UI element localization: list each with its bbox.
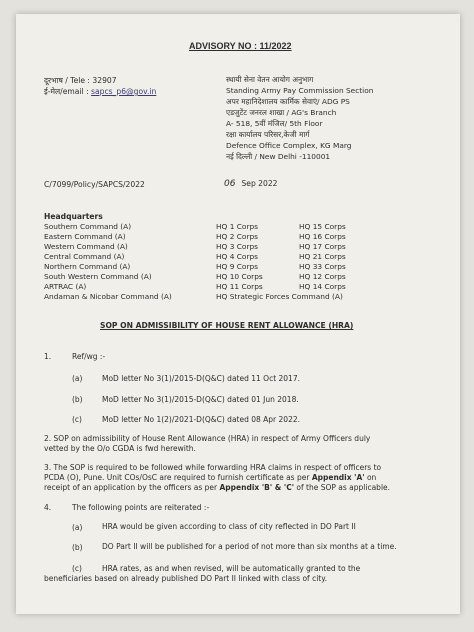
corps-item: HQ 9 Corps	[216, 262, 259, 271]
email-line	[44, 87, 156, 96]
para-2-line: 2. SOP on admissibility of House Rent Allowance (HRA) in respect of Army Officers duly	[44, 434, 371, 443]
address-line: अपर महानिदेशालय कार्मिक सेवाएं/ ADG PS	[226, 97, 350, 106]
point-label: (c)	[72, 564, 82, 573]
command-item: Southern Command (A)	[44, 222, 132, 231]
command-item: Western Command (A)	[44, 242, 128, 251]
document-page	[16, 14, 460, 614]
para-1-text: Ref/wg :-	[72, 352, 106, 361]
para-4-num: 4.	[44, 503, 52, 512]
ref-label: (b)	[72, 395, 83, 404]
corps-item: HQ 12 Corps	[299, 272, 346, 281]
point-label: (b)	[72, 543, 83, 552]
corps-column-2	[299, 222, 346, 292]
address-block	[226, 74, 373, 162]
point-text: HRA rates, as and when revised, will be automatically granted to the	[102, 564, 361, 573]
ref-label: (c)	[72, 415, 82, 424]
command-item: South Western Command (A)	[44, 272, 152, 281]
para-4-text: The following points are reiterated :-	[72, 503, 210, 512]
para-3-text: of the SOP as applicable.	[294, 483, 391, 492]
address-line: एडजुटेंट जनरल शाखा / AG's Branch	[226, 108, 337, 117]
corps-item: HQ 10 Corps	[216, 272, 263, 281]
corps-item: HQ 15 Corps	[299, 222, 346, 231]
corps-item: HQ 14 Corps	[299, 282, 346, 291]
date-month-year: Sep 2022	[241, 179, 278, 188]
addressee-list	[44, 222, 444, 304]
command-item: Andaman & Nicobar Command (A)	[44, 292, 172, 301]
address-line: Defence Office Complex, KG Marg	[226, 141, 352, 150]
advisory-title: ADVISORY NO : 11/2022	[189, 41, 292, 51]
para-3-text: PCDA (O), Pune. Unit COs/OsC are required to furnish certificate as per	[44, 473, 312, 482]
address-line: स्थायी सेना वेतन आयोग अनुभाग	[226, 75, 314, 84]
corps-item: HQ 4 Corps	[216, 252, 259, 261]
para-3-text: receipt of an application by the officers as per	[44, 483, 220, 492]
command-item: Eastern Command (A)	[44, 232, 126, 241]
corps-item: HQ 3 Corps	[216, 242, 259, 251]
email-label: ई-मेल/email :	[44, 87, 92, 96]
corps-item: HQ Strategic Forces Command (A)	[216, 292, 343, 301]
appendix-bc-ref: Appendix 'B' & 'C'	[219, 483, 295, 492]
corps-item: HQ 17 Corps	[299, 242, 346, 251]
ref-text: MoD letter No 3(1)/2015-D(Q&C) dated 01 Jun 2018.	[102, 395, 299, 404]
para-3-line: 3. The SOP is required to be followed while forwarding HRA claims in respect of officers to	[44, 463, 382, 472]
command-item: Northern Command (A)	[44, 262, 131, 271]
reference-number: C/7099/Policy/SAPCS/2022	[44, 180, 145, 189]
point-text: HRA would be given according to class of city reflected in DO Part II	[102, 522, 356, 531]
corps-item: HQ 16 Corps	[299, 232, 346, 241]
commands-column	[44, 222, 172, 302]
subject-title: SOP ON ADMISSIBILITY OF HOUSE RENT ALLOWANCE (HRA)	[100, 321, 354, 330]
ref-text: MoD letter No 3(1)/2015-D(Q&C) dated 11 Oct 2017.	[102, 374, 300, 383]
date-day: 06	[224, 179, 236, 189]
corps-item: HQ 21 Corps	[299, 252, 346, 261]
appendix-a-ref: Appendix 'A'	[311, 473, 365, 482]
corps-item: HQ 1 Corps	[216, 222, 259, 231]
ref-label: (a)	[72, 374, 83, 383]
command-item: ARTRAC (A)	[44, 282, 87, 291]
para-3-line	[44, 483, 390, 493]
para-2-line: vetted by the O/o CGDA is fwd herewith.	[44, 444, 196, 453]
address-line: रक्षा कार्यालय परिसर,केजी मार्ग	[226, 130, 310, 139]
address-line: Standing Army Pay Commission Section	[226, 86, 374, 95]
point-text: DO Part II will be published for a period of not more than six months at a time.	[102, 542, 397, 551]
corps-item: HQ 33 Corps	[299, 262, 346, 271]
para-3-text: on	[364, 473, 377, 482]
headquarters-heading: Headquarters	[44, 212, 103, 221]
corps-item: HQ 11 Corps	[216, 282, 263, 291]
address-line: A- 518, 5वीं मंजिल/ 5th Floor	[226, 119, 323, 128]
para-3-line	[44, 473, 376, 483]
point-text: beneficiaries based on already published DO Part II linked with class of city.	[44, 574, 327, 583]
email-link[interactable]: sapcs_p6@gov.in	[91, 87, 157, 96]
corps-item: HQ 2 Corps	[216, 232, 259, 241]
telephone: दूरभाष / Tele : 32907	[44, 76, 117, 85]
command-item: Central Command (A)	[44, 252, 125, 261]
ref-text: MoD letter No 1(2)/2021-D(Q&C) dated 08 Apr 2022.	[102, 415, 300, 424]
date	[224, 179, 278, 189]
point-label: (a)	[72, 523, 83, 532]
address-line: नई दिल्ली / New Delhi -110001	[226, 152, 331, 161]
para-1-num: 1.	[44, 352, 52, 361]
